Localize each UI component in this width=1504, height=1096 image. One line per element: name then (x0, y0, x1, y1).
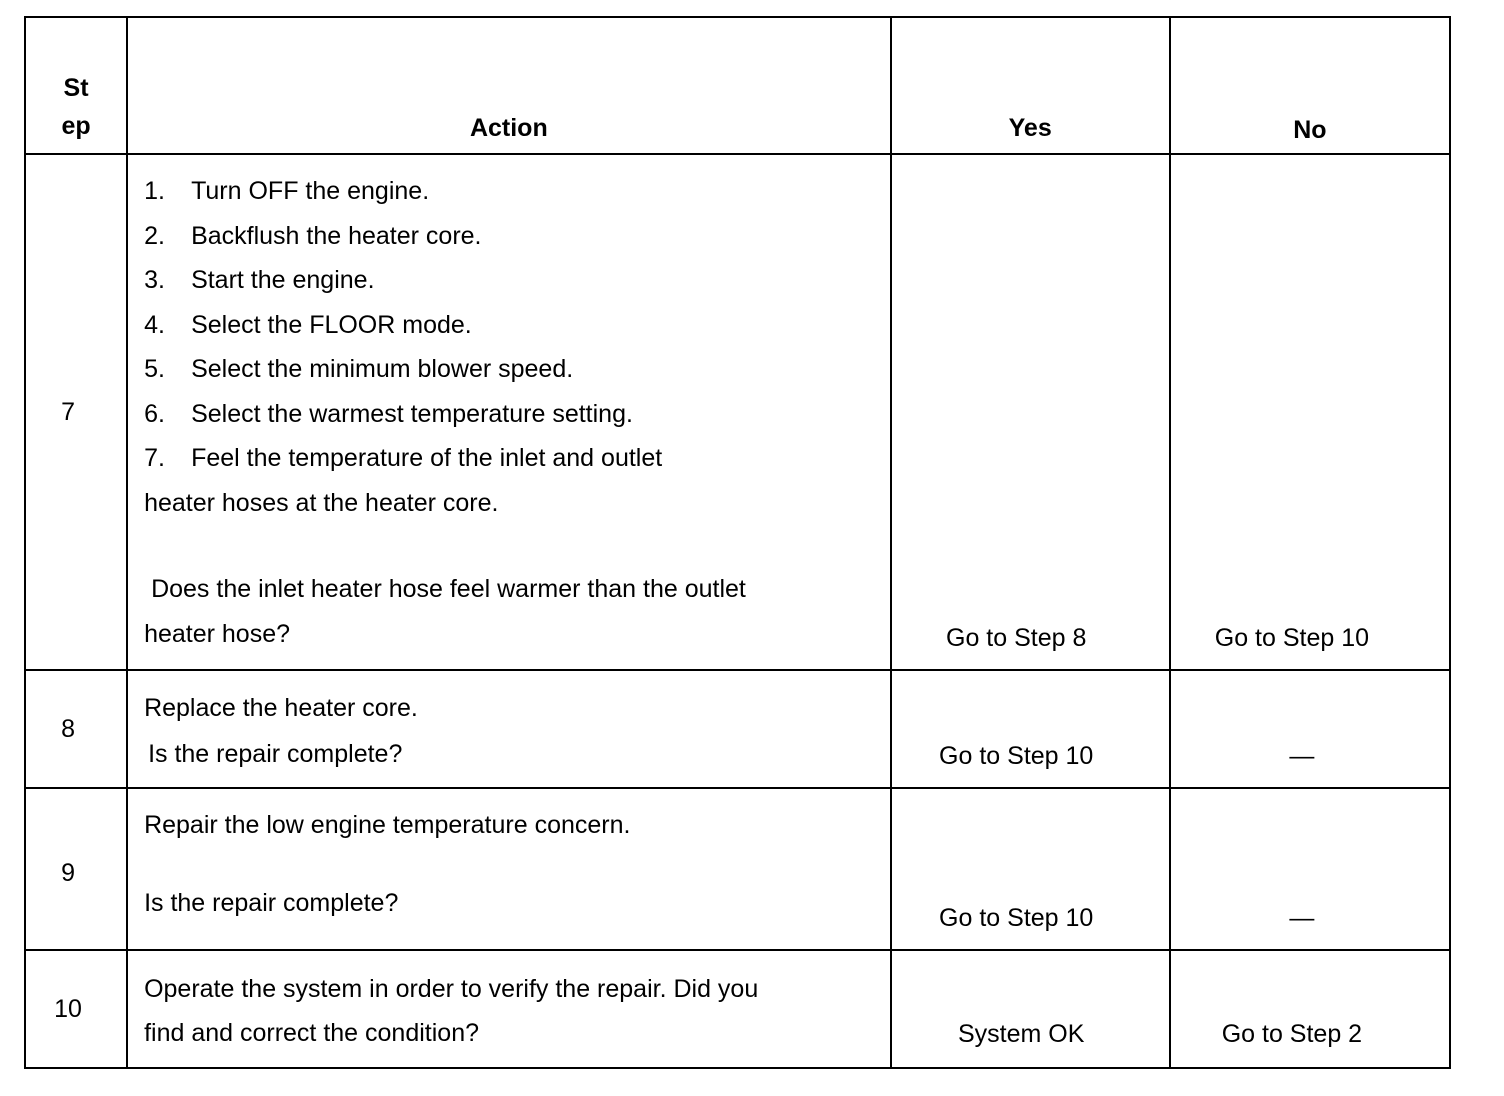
action-cell (127, 788, 891, 950)
no-cell (1170, 950, 1450, 1068)
no-text: Go to Step 10 (1214, 624, 1370, 652)
table-row (25, 670, 1450, 788)
step-number: 9 (25, 788, 127, 950)
action-list-item: 7. Feel the temperature of the inlet and outlet (144, 444, 663, 472)
action-list-item: 1. Turn OFF the engine. (144, 177, 430, 205)
action-list-item: 6. Select the warmest temperature setting. (144, 399, 633, 428)
no-cell (1170, 154, 1450, 670)
action-list-item: 3. Start the engine. (144, 266, 375, 294)
action-text: Operate the system in order to verify the repair. Did you (144, 975, 759, 1003)
yes-text: Go to Step 8 (946, 624, 1087, 652)
header-step-line1: St (63, 74, 89, 102)
step-number: 7 (25, 154, 127, 670)
yes-text: Go to Step 10 (939, 742, 1094, 770)
table-row (25, 950, 1450, 1068)
no-text: — (1289, 904, 1315, 932)
action-question-cont: heater hose? (144, 619, 291, 648)
no-text: Go to Step 2 (1221, 1020, 1363, 1048)
header-yes: Yes (891, 17, 1170, 154)
yes-text: Go to Step 10 (939, 904, 1094, 932)
yes-cell (891, 670, 1170, 788)
table-row (25, 154, 1450, 670)
action-question: find and correct the condition? (144, 1019, 479, 1047)
yes-cell (891, 788, 1170, 950)
action-question: Does the inlet heater hose feel warmer than the outlet (151, 575, 746, 603)
action-cell (127, 670, 891, 788)
header-no: No (1170, 17, 1450, 154)
yes-cell (891, 950, 1170, 1068)
table-header-row (25, 17, 1450, 154)
action-list-item: 2. Backflush the heater core. (144, 221, 482, 250)
yes-cell (891, 154, 1170, 670)
no-text: — (1289, 742, 1315, 770)
action-question: Is the repair complete? (148, 740, 403, 768)
no-cell (1170, 788, 1450, 950)
action-list-item: 5. Select the minimum blower speed. (144, 355, 574, 383)
action-question: Is the repair complete? (144, 889, 399, 917)
action-text: Repair the low engine temperature concern. (144, 811, 631, 839)
table-row (25, 788, 1450, 950)
diagnostic-table (24, 16, 1451, 1069)
header-step (25, 17, 127, 154)
step-number: 10 (25, 950, 127, 1068)
action-list-item: 4. Select the FLOOR mode. (144, 310, 472, 339)
action-cell (127, 154, 891, 670)
action-cell (127, 950, 891, 1068)
no-cell (1170, 670, 1450, 788)
header-step-line2: ep (61, 112, 91, 140)
header-action: Action (127, 17, 891, 154)
action-text: Replace the heater core. (144, 694, 418, 722)
yes-text: System OK (957, 1020, 1085, 1048)
step-number: 8 (25, 670, 127, 788)
action-continuation: heater hoses at the heater core. (144, 488, 499, 517)
